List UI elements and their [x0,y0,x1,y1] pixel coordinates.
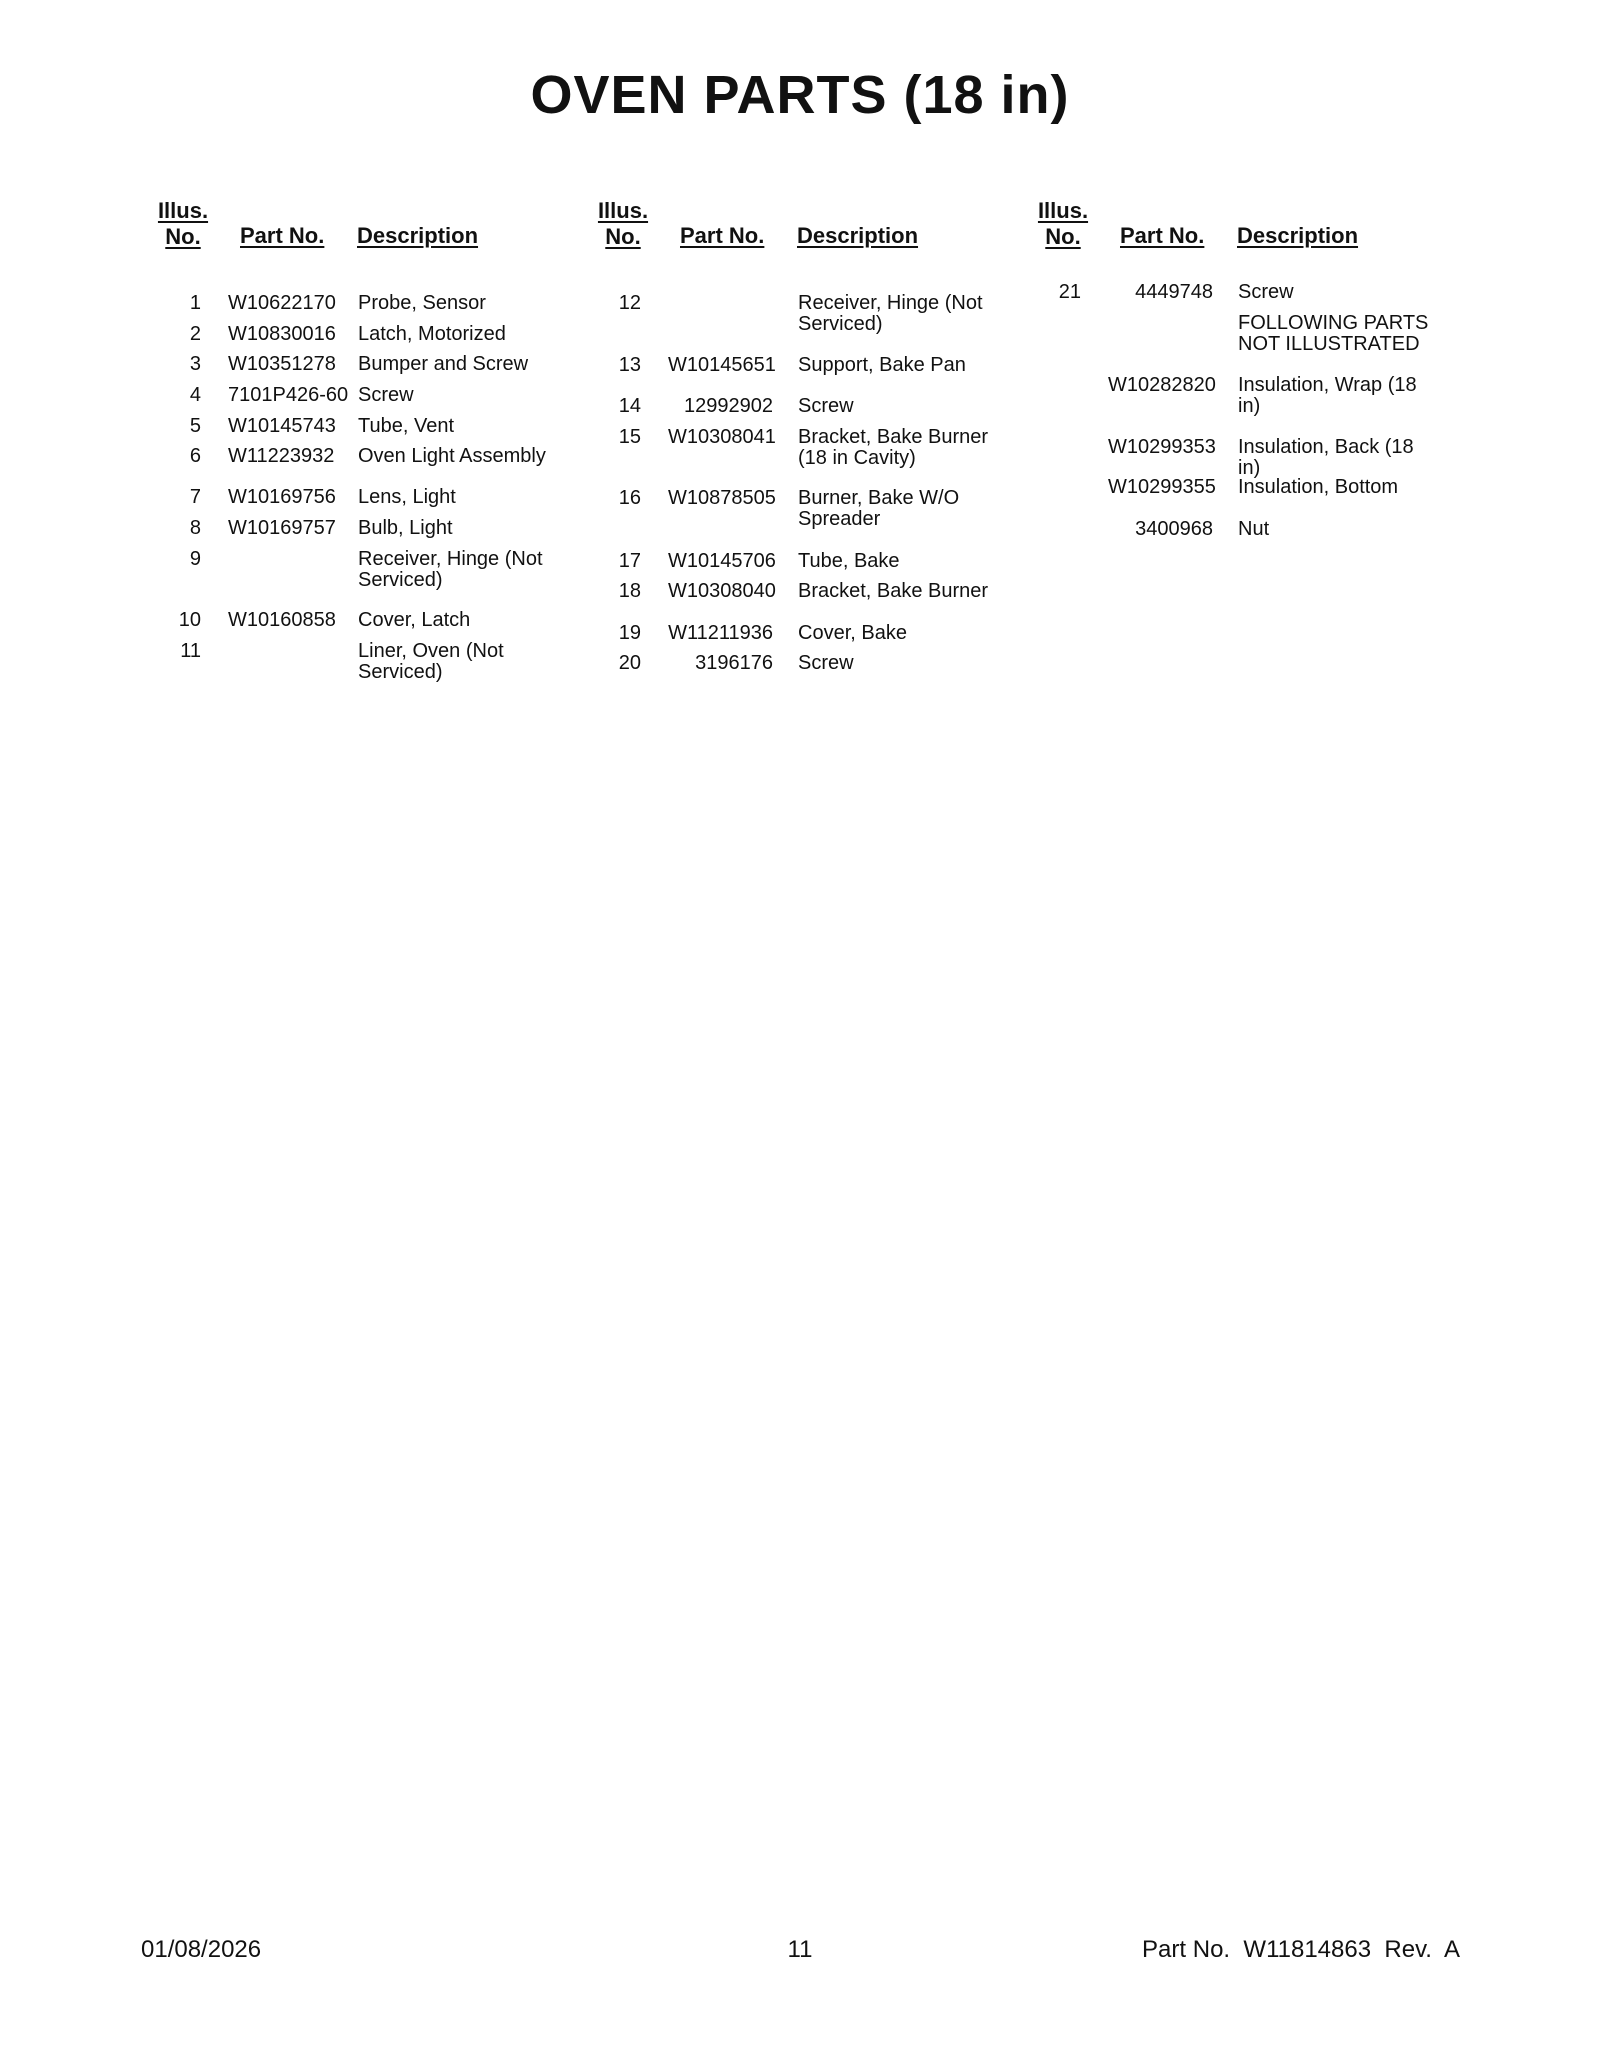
parts-column [140,0,580,760]
part-description: Cover, Latch [358,609,471,631]
header-illus-no: Illus. No. [1037,198,1089,249]
illus-number: 5 [189,415,201,437]
part-number: 12992902 [684,395,773,417]
header-description: Description [797,223,919,248]
part-description: Receiver, Hinge (Not Serviced) [358,548,543,591]
footer-page-number: 11 [787,1936,813,1963]
part-description: Bumper and Screw [358,353,529,375]
part-number: 3196176 [695,652,773,674]
header-illus-no: Illus. No. [157,198,209,249]
part-description: Screw [1238,281,1294,303]
illus-number: 1 [189,292,201,314]
part-description: Bulb, Light [358,517,453,539]
illus-number: 14 [618,395,641,417]
part-number: W10169757 [228,517,336,539]
part-number: 7101P426-60 [228,384,349,406]
illus-number: 6 [189,445,201,467]
illus-number: 16 [618,487,641,509]
part-description: Cover, Bake [798,622,907,644]
header-illus-no: Illus. No. [597,198,649,249]
part-description: Lens, Light [358,486,456,508]
part-number: W10299355 [1108,476,1216,498]
header-part-no: Part No. [240,223,325,248]
part-number: W10308040 [668,580,776,602]
illus-number: 21 [1058,281,1081,303]
illus-number: 2 [189,323,201,345]
illus-number: 11 [180,640,201,662]
parts-column [1020,0,1460,760]
part-description: Oven Light Assembly [358,445,546,467]
footer-part-number: Part No. W11814863 Rev. A [1142,1936,1460,1963]
part-number: W10169756 [228,486,336,508]
part-description: Nut [1238,518,1270,540]
part-number: W10308041 [668,426,776,448]
part-number: W10299353 [1108,436,1216,458]
part-number: W10282820 [1108,374,1216,396]
part-number: W10878505 [668,487,776,509]
header-part-no: Part No. [1120,223,1205,248]
header-part-no: Part No. [680,223,765,248]
part-description: Insulation, Wrap (18 in) [1238,374,1417,417]
part-description: Tube, Bake [798,550,900,572]
illus-number: 19 [618,622,641,644]
part-description: Burner, Bake W/O Spreader [798,487,960,530]
part-description: FOLLOWING PARTS NOT ILLUSTRATED [1238,312,1429,355]
part-description: Receiver, Hinge (Not Serviced) [798,292,983,335]
part-number: W10351278 [228,353,336,375]
part-description: Screw [798,652,854,674]
part-description: Insulation, Bottom [1238,476,1399,498]
part-description: Probe, Sensor [358,292,486,314]
illus-number: 10 [178,609,201,631]
page-title: OVEN PARTS (18 in) [530,65,1070,125]
illus-number: 3 [189,353,201,375]
illus-number: 18 [618,580,641,602]
part-number: W10830016 [228,323,336,345]
part-description: Screw [798,395,854,417]
part-number: W10622170 [228,292,336,314]
part-description: Latch, Motorized [358,323,506,345]
part-number: W10145706 [668,550,776,572]
part-description: Bracket, Bake Burner (18 in Cavity) [798,426,989,469]
illus-number: 17 [618,550,641,572]
footer-date: 01/08/2026 [141,1936,262,1963]
illus-number: 20 [618,652,641,674]
header-description: Description [357,223,479,248]
part-description: Liner, Oven (Not Serviced) [358,640,504,683]
illus-number: 9 [189,548,201,570]
part-number: 3400968 [1135,518,1213,540]
part-number: W11223932 [228,445,335,467]
part-description: Support, Bake Pan [798,354,966,376]
part-description: Insulation, Back (18 in) [1238,436,1414,479]
part-number: W10160858 [228,609,336,631]
part-number: W10145743 [228,415,336,437]
part-description: Screw [358,384,414,406]
parts-column [580,0,1020,760]
part-description: Tube, Vent [358,415,454,437]
part-number: W10145651 [668,354,776,376]
illus-number: 15 [618,426,641,448]
part-number: 4449748 [1135,281,1213,303]
part-description: Bracket, Bake Burner [798,580,989,602]
illus-number: 4 [189,384,201,406]
illus-number: 8 [189,517,201,539]
illus-number: 7 [189,486,201,508]
header-description: Description [1237,223,1359,248]
illus-number: 13 [618,354,641,376]
illus-number: 12 [618,292,641,314]
part-number: W11211936 [668,622,773,644]
